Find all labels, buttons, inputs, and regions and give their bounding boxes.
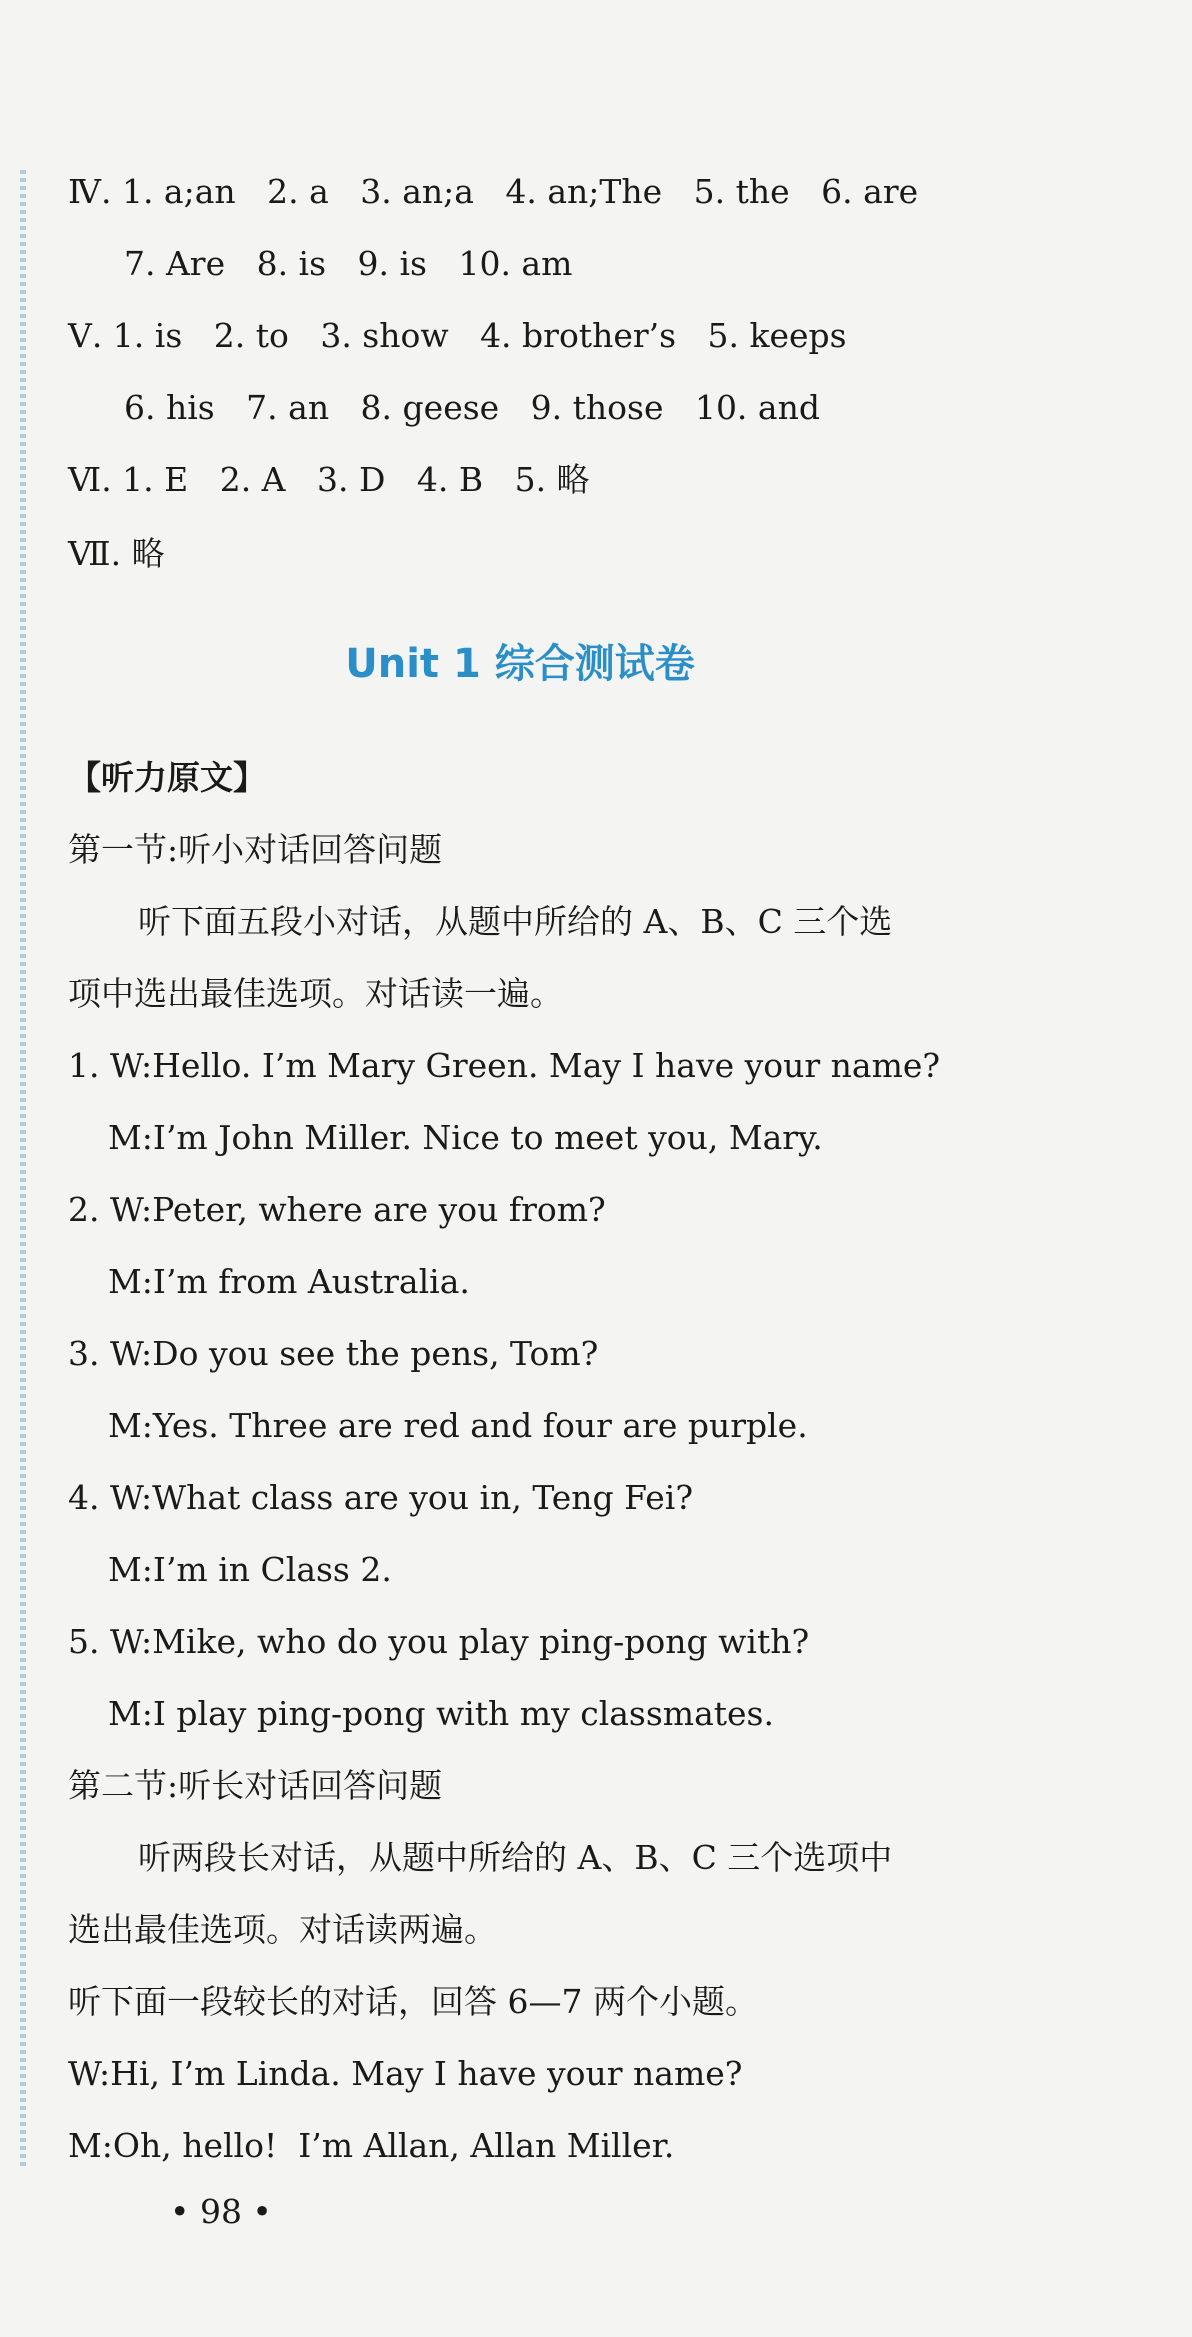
answer-line-4-cont: 7. Are 8. is 9. is 10. am (124, 244, 573, 283)
dialogue-line: M:I’m John Miller. Nice to meet you, Mary. (108, 1118, 823, 1157)
answer-line-6: Ⅵ. 1. E 2. A 3. D 4. B 5. 略 (68, 460, 590, 499)
dialogue-line: M:I’m in Class 2. (108, 1550, 392, 1589)
listening-script-heading: 【听力原文】 (68, 758, 266, 797)
dialogue-line: M:Yes. Three are red and four are purple. (108, 1406, 808, 1445)
dialogue-line: 5. W:Mike, who do you play ping-pong with? (68, 1622, 810, 1661)
dialogue-line: M:Oh, hello! I’m Allan, Allan Miller. (68, 2126, 675, 2165)
dialogue-line: 1. W:Hello. I’m Mary Green. May I have your name? (68, 1046, 941, 1085)
dialogue-line: 2. W:Peter, where are you from? (68, 1190, 606, 1229)
instruction-line: 选出最佳选项。对话读两遍。 (68, 1910, 497, 1949)
section-title: Unit 1 综合测试卷 (345, 641, 695, 687)
part-one-heading: 第一节:听小对话回答问题 (68, 830, 443, 869)
answer-line-4: Ⅳ. 1. a;an 2. a 3. an;a 4. an;The 5. the 6. are (68, 172, 919, 211)
dialogue-line: W:Hi, I’m Linda. May I have your name? (68, 2054, 743, 2093)
answer-line-7: Ⅶ. 略 (68, 534, 165, 573)
instruction-line: 听下面五段小对话，从题中所给的 A、B、C 三个选 (138, 902, 893, 941)
dialogue-line: M:I’m from Australia. (108, 1262, 470, 1301)
part-two-heading: 第二节:听长对话回答问题 (68, 1766, 443, 1805)
dialogue-line: M:I play ping-pong with my classmates. (108, 1694, 774, 1733)
dialogue-line: 3. W:Do you see the pens, Tom? (68, 1334, 599, 1373)
page-number: • 98 • (170, 2192, 272, 2231)
dialogue-line: 4. W:What class are you in, Teng Fei? (68, 1478, 694, 1517)
answer-line-5: Ⅴ. 1. is 2. to 3. show 4. brother’s 5. keeps (68, 316, 847, 355)
instruction-line: 项中选出最佳选项。对话读一遍。 (68, 974, 563, 1013)
instruction-line: 听下面一段较长的对话，回答 6—7 两个小题。 (68, 1982, 758, 2021)
instruction-line: 听两段长对话，从题中所给的 A、B、C 三个选项中 (138, 1838, 893, 1877)
answer-line-5-cont: 6. his 7. an 8. geese 9. those 10. and (124, 388, 820, 427)
